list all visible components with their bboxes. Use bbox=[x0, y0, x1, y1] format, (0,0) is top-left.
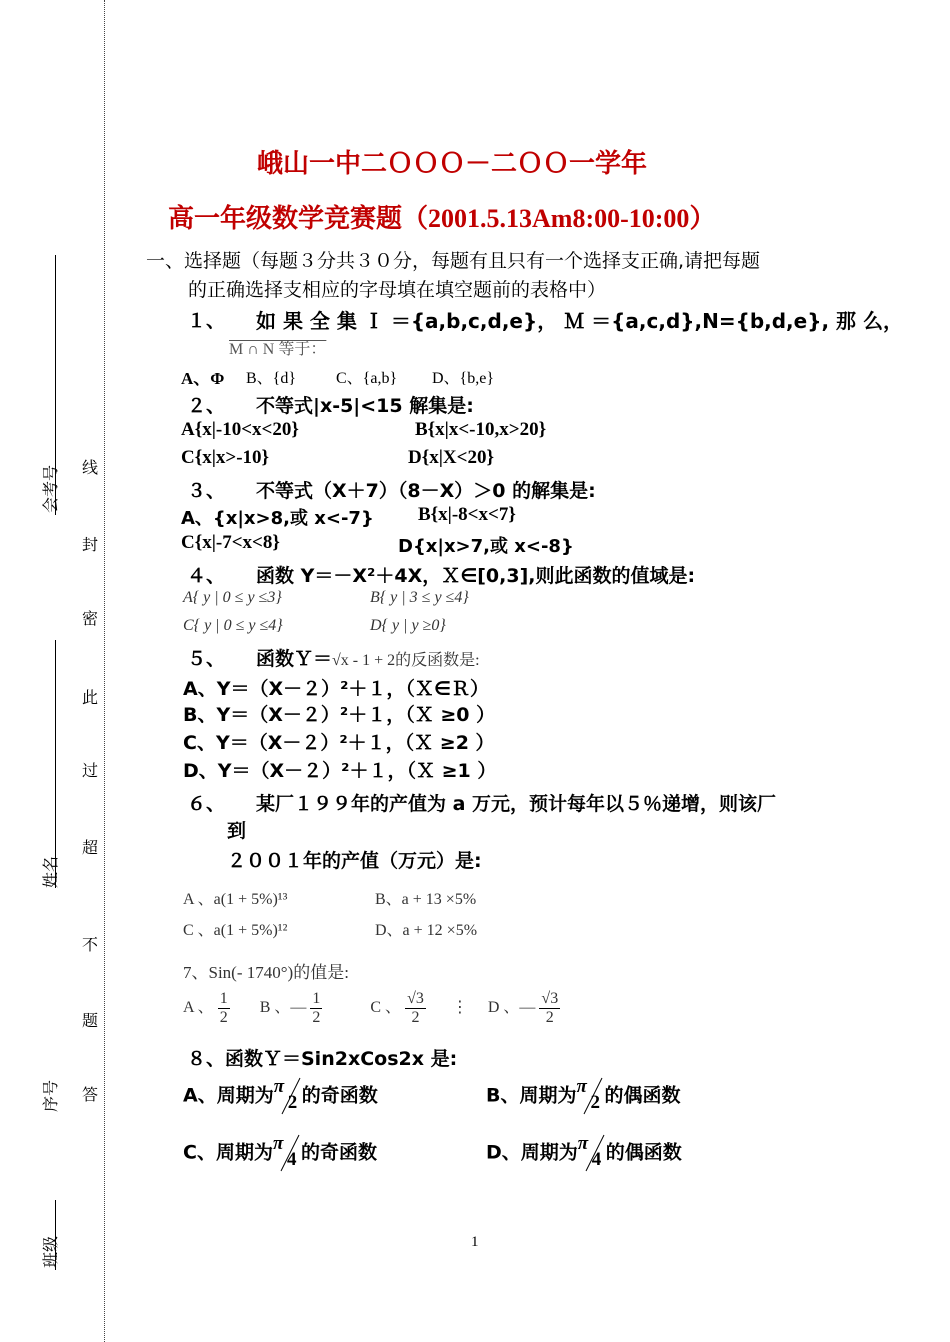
q8-option-a bbox=[183, 1076, 378, 1116]
q2-option-d: D{x|X<20} bbox=[408, 447, 494, 468]
q4-number: ４、 bbox=[187, 565, 226, 587]
fraction-denominator: 4 bbox=[286, 1149, 297, 1170]
fraction-denominator: 2 bbox=[590, 1092, 600, 1113]
q6-option-d: D、a + 12 ×5% bbox=[375, 922, 478, 939]
q1-number: １、 bbox=[187, 310, 226, 332]
q7-option-c-label: C 、 bbox=[370, 999, 402, 1017]
q3-number: ３、 bbox=[187, 480, 226, 502]
q4-option-a: A{ y | 0 ≤ y ≤3} bbox=[183, 589, 282, 606]
q6-text-line-3: ２００１年的产值（万元）是: bbox=[227, 850, 482, 872]
title-line-1: 峨山一中二ＯＯＯ－二ＯＯ一学年 bbox=[257, 149, 648, 179]
pi-over-2 bbox=[576, 1076, 604, 1116]
q3-option-b: B{x|-8<x<7} bbox=[418, 504, 516, 525]
q7-option-a-fraction bbox=[218, 990, 230, 1027]
q3-option-c: C{x|-7<x<8} bbox=[181, 532, 280, 553]
q6-option-a: A 、a(1 + 5%)¹³ bbox=[183, 891, 288, 908]
q6-text-line-1: 某厂１９９年的产值为 a 万元，预计每年以５％递增，则该厂 bbox=[256, 793, 777, 815]
fraction-denominator: 2 bbox=[312, 1009, 321, 1026]
pi-symbol: π bbox=[273, 1076, 285, 1097]
pi-over-2 bbox=[274, 1076, 302, 1116]
q7-option-d-label: D 、— bbox=[487, 999, 536, 1017]
margin-char: 不 bbox=[82, 935, 99, 954]
q8-option-b-prefix: B、周期为 bbox=[486, 1084, 577, 1107]
q7-option-d-fraction bbox=[539, 990, 560, 1027]
fraction-numerator: √3 bbox=[407, 990, 424, 1007]
title-suffix: ） bbox=[689, 204, 716, 234]
q2-option-b: B{x|x<-10,x>20} bbox=[415, 419, 547, 440]
q5-number: ５、 bbox=[187, 648, 226, 670]
q2-option-a: A{x|-10<x<20} bbox=[181, 419, 299, 440]
fraction-denominator: 2 bbox=[219, 1009, 228, 1026]
pi-symbol: π bbox=[272, 1133, 284, 1154]
margin-char: 过 bbox=[82, 761, 99, 780]
margin-char: 封 bbox=[82, 535, 99, 554]
q8-option-c-prefix: C、周期为 bbox=[183, 1141, 273, 1164]
title-prefix: 高一年级数学竞赛题（ bbox=[168, 204, 429, 234]
q8-option-d-suffix: 的偶函数 bbox=[605, 1141, 682, 1164]
q6-option-c: C 、a(1 + 5%)¹² bbox=[183, 922, 288, 939]
q7-option-b-label: B 、— bbox=[259, 999, 307, 1017]
fraction-numerator: 1 bbox=[219, 990, 228, 1007]
q6-text-line-2: 到 bbox=[227, 820, 247, 842]
q3-text: 不等式（X＋7）（8－X）＞0 的解集是: bbox=[256, 480, 596, 502]
q7-text: 7、Sin(- 1740°)的值是: bbox=[183, 963, 349, 982]
fraction-numerator: 1 bbox=[312, 990, 321, 1007]
name-label: 姓名 bbox=[41, 855, 60, 888]
pi-over-4 bbox=[273, 1133, 301, 1173]
q8-text: ８、函数Ｙ＝Sin2xCos2x 是: bbox=[187, 1048, 458, 1070]
q2-option-c: C{x|x>-10} bbox=[181, 447, 270, 468]
title-line-2 bbox=[168, 198, 715, 235]
q5-option-b: B、Y＝（X－２）²＋１，（Ｘ ≥0 ） bbox=[183, 704, 496, 726]
pi-over-4 bbox=[578, 1133, 606, 1173]
q1-text: 如 果 全 集 Ｉ ＝{a,b,c,d,e}， Ｍ ＝{a,c,d},N={b,d,e}, 那 么， bbox=[256, 309, 903, 333]
margin-char: 线 bbox=[82, 458, 99, 477]
exam-number-label: 会考号 bbox=[41, 464, 60, 513]
q1-formula: M ∩ N 等于： bbox=[229, 341, 327, 358]
class-label: 班级 bbox=[41, 1235, 60, 1268]
margin-char: 密 bbox=[82, 609, 99, 628]
q6-number: ６、 bbox=[187, 793, 226, 815]
q8-option-d bbox=[486, 1133, 682, 1173]
pi-symbol: π bbox=[576, 1076, 587, 1097]
q4-text: 函数 Y＝－X²＋4X，Ｘ∈[0,3],则此函数的值域是: bbox=[256, 565, 696, 587]
q8-option-b bbox=[486, 1076, 681, 1116]
q3-option-a: A、{x|x>8,或 x<-7} bbox=[181, 508, 374, 529]
q5-formula: √x - 1 + 2的反函数是: bbox=[332, 652, 480, 669]
title-date: 2001.5.13Am8:00-10:00 bbox=[428, 204, 690, 233]
q8-option-c bbox=[183, 1133, 377, 1173]
q8-option-d-prefix: D、周期为 bbox=[486, 1141, 578, 1164]
q8-option-a-suffix: 的奇函数 bbox=[301, 1084, 378, 1107]
q5-text bbox=[256, 644, 480, 671]
seat-label: 序号 bbox=[41, 1079, 60, 1112]
fraction-denominator: 2 bbox=[287, 1092, 298, 1113]
binding-dotted-line bbox=[104, 0, 105, 1342]
q8-option-c-suffix: 的奇函数 bbox=[300, 1141, 377, 1164]
q6-option-b: B、a + 13 ×5% bbox=[375, 891, 477, 908]
pi-symbol: π bbox=[577, 1133, 589, 1154]
margin-char: 超 bbox=[82, 838, 99, 857]
q4-option-b: B{ y | 3 ≤ y ≤4} bbox=[370, 589, 469, 606]
section-heading-line-1: 一、选择题（每题３分共３０分，每题有且只有一个选择支正确,请把每题 bbox=[146, 250, 761, 272]
q5-option-a: A、Y＝（X－２）²＋１，（Ｘ∈Ｒ） bbox=[183, 678, 489, 700]
q5-option-d: D、Y＝（X－２）²＋１，（Ｘ ≥1 ） bbox=[183, 760, 497, 782]
q8-option-a-prefix: A、周期为 bbox=[183, 1084, 274, 1107]
q7-option-c-fraction bbox=[405, 990, 426, 1027]
q1-option-a: A、Φ bbox=[181, 369, 225, 388]
q7-options bbox=[183, 990, 560, 1027]
fraction-numerator: √3 bbox=[541, 990, 559, 1007]
fraction-denominator: 2 bbox=[411, 1009, 420, 1026]
q4-option-d: D{ y | y ≥0} bbox=[370, 617, 446, 634]
q1-option-d: D、{b,e} bbox=[432, 370, 495, 387]
q5-option-c: C、Y＝（X－２）²＋１，（Ｘ ≥2 ） bbox=[183, 732, 495, 754]
q7-separator: ⋮ bbox=[451, 999, 468, 1017]
q1-option-b: B、{d} bbox=[246, 370, 297, 387]
q1-option-c: C、{a,b} bbox=[336, 370, 398, 387]
section-heading-line-2: 的正确选择支相应的字母填在填空题前的表格中） bbox=[188, 279, 607, 301]
margin-char: 此 bbox=[82, 688, 99, 707]
q7-option-b-fraction bbox=[310, 990, 322, 1027]
page-number: 1 bbox=[471, 1234, 479, 1250]
q7-option-a-label: A 、 bbox=[183, 999, 214, 1017]
name-line bbox=[55, 640, 56, 888]
fraction-denominator: 4 bbox=[591, 1149, 602, 1170]
fraction-denominator: 2 bbox=[545, 1009, 554, 1026]
margin-char: 题 bbox=[82, 1011, 99, 1030]
q2-number: ２、 bbox=[187, 395, 226, 417]
q4-option-c: C{ y | 0 ≤ y ≤4} bbox=[183, 617, 283, 634]
q5-text-prefix: 函数Ｙ＝ bbox=[256, 648, 333, 670]
q8-option-b-suffix: 的偶函数 bbox=[604, 1084, 681, 1107]
q2-text: 不等式|x-5|<15 解集是: bbox=[256, 395, 474, 417]
q3-option-d: D{x|x>7,或 x<-8} bbox=[398, 536, 574, 557]
margin-char: 答 bbox=[82, 1085, 99, 1104]
